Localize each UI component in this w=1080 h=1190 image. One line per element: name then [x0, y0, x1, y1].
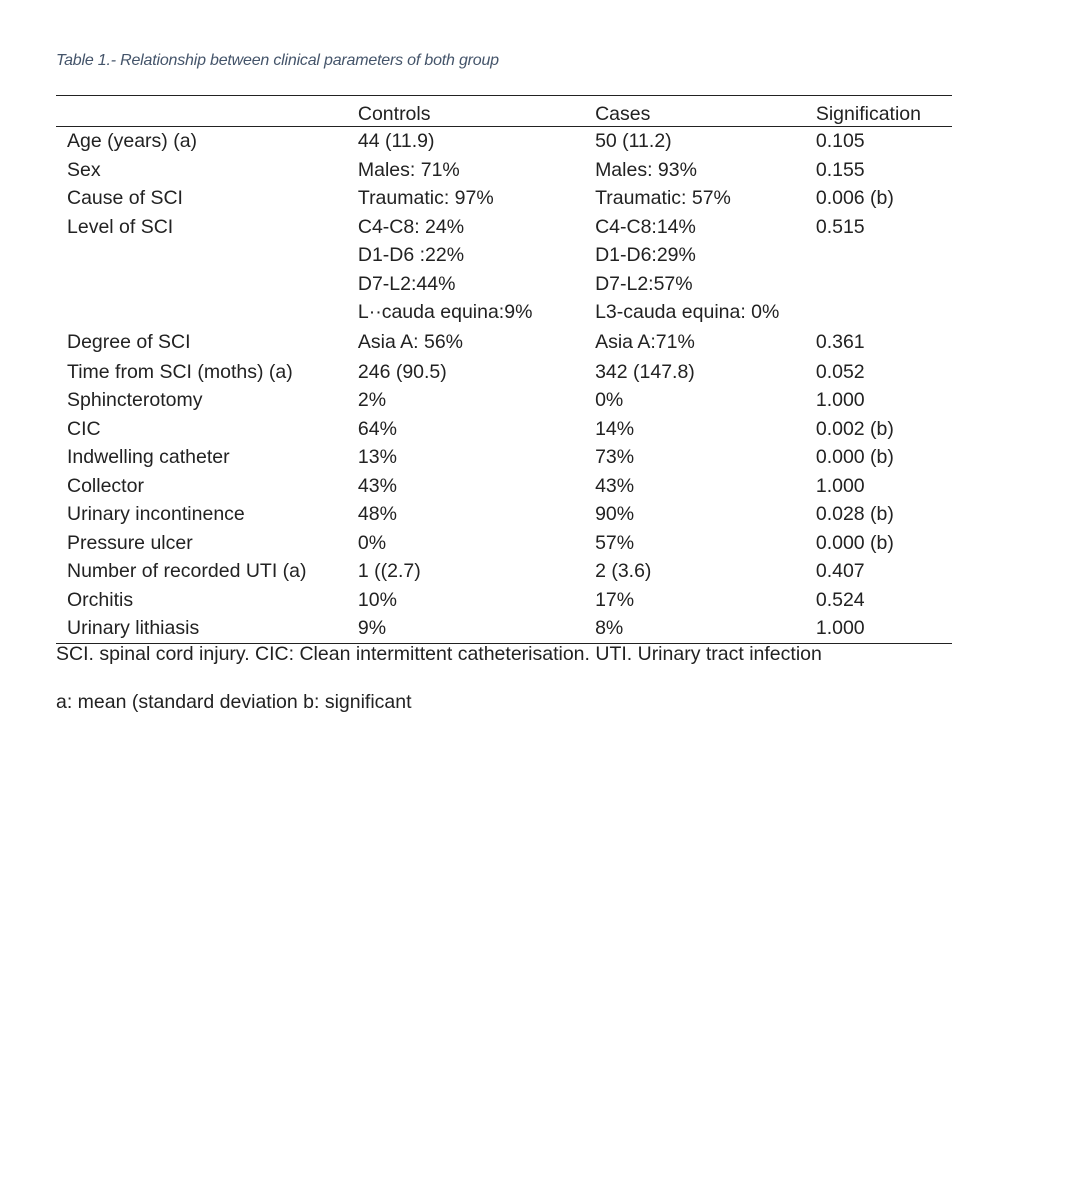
footnote-abbreviations: SCI. spinal cord injury. CIC: Clean intermittent catheterisation. UTI. Urinary tract infection: [56, 643, 822, 665]
table-row: [56, 327, 952, 358]
row-cases-cell: Traumatic: 57%: [595, 187, 731, 209]
table-row: [56, 127, 952, 156]
header-cases: Cases: [595, 96, 816, 127]
row-cases-cell: 2 (3.6): [595, 560, 652, 582]
row-cases-cell: 90%: [595, 503, 635, 525]
row-parameter-cell: Collector: [67, 474, 144, 497]
table-row: [56, 386, 952, 415]
table-caption: Table 1.- Relationship between clinical parameters of both group: [56, 52, 499, 69]
row-controls-cell: 0%: [357, 531, 387, 554]
row-signification-cell: 0.006 (b): [815, 187, 894, 209]
row-parameter-cell: Degree of SCI: [67, 330, 191, 353]
row-controls-cell: Asia A: 56%: [357, 330, 464, 353]
table-row: [56, 213, 952, 242]
row-controls-cell: 43%: [357, 474, 397, 497]
row-parameter-cell: Level of SCI: [67, 215, 174, 238]
table-row: [56, 586, 952, 615]
row-cases-cell: 57%: [595, 531, 635, 554]
row-cases-cell: 0%: [595, 389, 624, 411]
row-parameter-cell: Indwelling catheter: [67, 446, 230, 468]
table-row: [56, 298, 952, 327]
row-signification-cell: 0.002 (b): [815, 417, 894, 440]
row-parameter-cell: Sex: [67, 158, 101, 181]
row-signification-cell: 0.052: [815, 360, 865, 383]
row-signification-cell: 1.000: [815, 389, 865, 411]
table-row: [56, 614, 952, 643]
row-signification-cell: 0.105: [815, 130, 865, 152]
row-cases-cell: D1-D6:29%: [595, 244, 696, 266]
row-parameter-cell: Time from SCI (moths) (a): [67, 360, 293, 383]
row-signification-cell: 0.361: [815, 330, 865, 353]
row-parameter-cell: [56, 241, 358, 270]
row-cases-cell: 73%: [595, 446, 635, 468]
row-cases-cell: 43%: [595, 474, 635, 497]
row-controls-cell: 44 (11.9): [357, 130, 435, 152]
row-cases-cell: 342 (147.8): [595, 360, 695, 383]
table-row: [56, 500, 952, 529]
row-cases-cell: 14%: [595, 417, 635, 440]
table-row: [56, 415, 952, 444]
footnote-legend: a: mean (standard deviation b: significant: [56, 691, 412, 713]
row-parameter-cell: Number of recorded UTI (a): [67, 560, 307, 582]
row-controls-cell: Traumatic: 97%: [357, 187, 494, 209]
row-controls-cell: 1 ((2.7): [357, 560, 421, 582]
table-row: [56, 241, 952, 270]
row-cases-cell: Asia A:71%: [595, 330, 695, 353]
row-signification-cell: [816, 298, 952, 327]
table-header-row: [56, 96, 952, 127]
row-cases-cell: C4-C8:14%: [595, 215, 696, 238]
table-row: [56, 270, 952, 299]
row-controls-cell: L··cauda equina:9%: [357, 301, 533, 323]
row-parameter-cell: Urinary incontinence: [67, 503, 245, 525]
row-signification-cell: [816, 241, 952, 270]
table-row: [56, 529, 952, 558]
row-controls-cell: 2%: [357, 389, 387, 411]
row-signification-cell: [816, 270, 952, 299]
row-signification-cell: 1.000: [816, 614, 952, 643]
row-controls-cell: 9%: [358, 614, 595, 643]
row-signification-cell: 0.028 (b): [815, 503, 894, 525]
header-signification: Signification: [816, 96, 952, 127]
row-controls-cell: C4-C8: 24%: [357, 215, 465, 238]
header-controls: Controls: [358, 96, 595, 127]
row-cases-cell: D7-L2:57%: [595, 272, 693, 295]
row-controls-cell: 246 (90.5): [357, 360, 447, 383]
table-row: [56, 472, 952, 501]
row-cases-cell: Males: 93%: [595, 158, 697, 181]
table-row: [56, 156, 952, 185]
row-controls-cell: D1-D6 :22%: [357, 244, 465, 266]
row-signification-cell: 0.155: [815, 158, 865, 181]
row-signification-cell: 1.000: [815, 474, 865, 497]
table-row: [56, 443, 952, 472]
row-controls-cell: 10%: [357, 588, 397, 611]
row-parameter-cell: Age (years) (a): [67, 130, 198, 152]
row-controls-cell: 13%: [357, 446, 397, 468]
table-body: [56, 127, 952, 644]
row-parameter-cell: Sphincterotomy: [67, 389, 203, 411]
row-signification-cell: 0.407: [815, 560, 865, 582]
row-parameter-cell: Pressure ulcer: [67, 531, 193, 554]
table-row: [56, 184, 952, 213]
clinical-parameters-table: [56, 95, 952, 644]
row-parameter-cell: [56, 298, 358, 327]
row-signification-cell: 0.524: [815, 588, 865, 611]
row-signification-cell: 0.000 (b): [815, 446, 894, 468]
row-cases-cell: L3-cauda equina: 0%: [595, 301, 780, 323]
row-parameter-cell: CIC: [67, 417, 101, 440]
header-parameter: [56, 96, 358, 127]
row-parameter-cell: Urinary lithiasis: [56, 614, 358, 643]
row-signification-cell: 0.515: [815, 215, 865, 238]
clinical-parameters-table-wrap: [56, 95, 952, 644]
row-controls-cell: Males: 71%: [357, 158, 460, 181]
row-parameter-cell: Cause of SCI: [67, 187, 183, 209]
row-parameter-cell: Orchitis: [67, 588, 134, 611]
row-controls-cell: D7-L2:44%: [357, 272, 456, 295]
row-cases-cell: 50 (11.2): [595, 130, 672, 152]
row-controls-cell: 48%: [357, 503, 397, 525]
row-signification-cell: 0.000 (b): [815, 531, 894, 554]
row-controls-cell: 64%: [357, 417, 397, 440]
table-row: [56, 358, 952, 387]
row-cases-cell: 17%: [595, 588, 635, 611]
row-cases-cell: 8%: [595, 614, 816, 643]
row-parameter-cell: [56, 270, 358, 299]
table-row: [56, 557, 952, 586]
